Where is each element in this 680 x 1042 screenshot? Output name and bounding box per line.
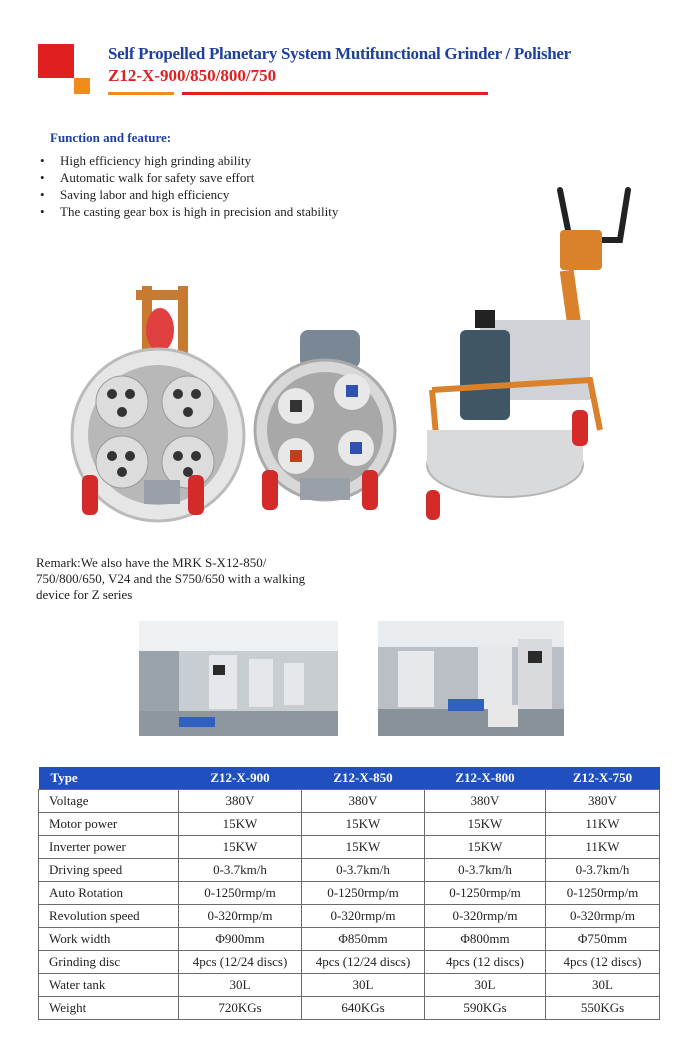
list-item: • Saving labor and high efficiency <box>40 186 338 203</box>
table-row <box>39 882 660 905</box>
machine-front-view <box>72 286 244 521</box>
list-item: • Automatic walk for safety save effort <box>40 169 338 186</box>
table-row <box>39 928 660 951</box>
spec-table <box>38 767 660 1020</box>
table-cell: 15KW <box>425 836 546 859</box>
table-cell: 640KGs <box>302 997 425 1020</box>
row-label: Voltage <box>39 790 179 813</box>
table-row <box>39 790 660 813</box>
machine-perspective-view <box>426 190 628 520</box>
table-row <box>39 951 660 974</box>
table-header-row <box>39 767 660 790</box>
row-label: Work width <box>39 928 179 951</box>
table-cell: 0-3.7km/h <box>425 859 546 882</box>
table-cell: Φ900mm <box>179 928 302 951</box>
column-header: Z12-X-900 <box>179 767 302 790</box>
table-cell: 0-1250rmp/m <box>425 882 546 905</box>
table-row <box>39 836 660 859</box>
machine-bottom-view <box>255 330 395 510</box>
table-cell: 0-320rmp/m <box>302 905 425 928</box>
table-cell: Φ800mm <box>425 928 546 951</box>
table-cell: 4pcs (12/24 discs) <box>179 951 302 974</box>
logo-orange-square <box>74 78 90 94</box>
table-cell: 0-1250rmp/m <box>179 882 302 905</box>
table-cell: 590KGs <box>425 997 546 1020</box>
row-label: Grinding disc <box>39 951 179 974</box>
table-cell: 720KGs <box>179 997 302 1020</box>
row-label: Auto Rotation <box>39 882 179 905</box>
table-cell: 15KW <box>179 813 302 836</box>
table-cell: 4pcs (12 discs) <box>546 951 660 974</box>
row-label: Inverter power <box>39 836 179 859</box>
table-row <box>39 859 660 882</box>
row-label: Weight <box>39 997 179 1020</box>
row-label: Driving speed <box>39 859 179 882</box>
table-cell: 380V <box>546 790 660 813</box>
table-cell: 4pcs (12 discs) <box>425 951 546 974</box>
workshop-photo <box>378 621 564 736</box>
row-label: Motor power <box>39 813 179 836</box>
table-cell: 550KGs <box>546 997 660 1020</box>
table-cell: 380V <box>425 790 546 813</box>
table-cell: 0-1250rmp/m <box>546 882 660 905</box>
table-cell: 11KW <box>546 813 660 836</box>
title-underline-red <box>182 92 488 95</box>
title-underline-orange <box>108 92 174 95</box>
list-item: • The casting gear box is high in precision and stability <box>40 203 338 220</box>
table-cell: 30L <box>302 974 425 997</box>
list-item: • High efficiency high grinding ability <box>40 152 338 169</box>
remark-line: Remark:We also have the MRK S-X12-850/ <box>36 555 267 570</box>
table-cell: 0-3.7km/h <box>302 859 425 882</box>
row-label: Water tank <box>39 974 179 997</box>
table-row <box>39 997 660 1020</box>
row-label: Revolution speed <box>39 905 179 928</box>
table-cell: 15KW <box>179 836 302 859</box>
column-header: Z12-X-800 <box>425 767 546 790</box>
table-cell: 0-320rmp/m <box>179 905 302 928</box>
column-header: Z12-X-750 <box>546 767 660 790</box>
spec-table-body <box>39 790 660 1020</box>
table-cell: 380V <box>179 790 302 813</box>
table-cell: 15KW <box>302 836 425 859</box>
remark-line: device for Z series <box>36 587 133 602</box>
table-cell: 30L <box>179 974 302 997</box>
machine-illustrations <box>60 180 660 540</box>
table-cell: Φ850mm <box>302 928 425 951</box>
table-cell: 15KW <box>302 813 425 836</box>
workshop-photo <box>139 621 338 736</box>
table-cell: 0-1250rmp/m <box>302 882 425 905</box>
table-row <box>39 813 660 836</box>
column-header: Z12-X-850 <box>302 767 425 790</box>
model-title: Z12-X-900/850/800/750 <box>108 66 277 85</box>
table-cell: Φ750mm <box>546 928 660 951</box>
table-cell: 0-3.7km/h <box>546 859 660 882</box>
column-header: Type <box>39 767 179 790</box>
table-cell: 15KW <box>425 813 546 836</box>
table-row <box>39 974 660 997</box>
page-title: Self Propelled Planetary System Mutifunctional Grinder / Polisher <box>108 44 571 63</box>
table-cell: 30L <box>425 974 546 997</box>
table-cell: 0-3.7km/h <box>179 859 302 882</box>
table-cell: 30L <box>546 974 660 997</box>
feature-heading: Function and feature: <box>50 130 172 145</box>
table-cell: 380V <box>302 790 425 813</box>
logo-red-square <box>38 44 74 78</box>
remark-text <box>36 555 376 603</box>
table-cell: 11KW <box>546 836 660 859</box>
table-cell: 0-320rmp/m <box>425 905 546 928</box>
table-row <box>39 905 660 928</box>
table-cell: 4pcs (12/24 discs) <box>302 951 425 974</box>
remark-line: 750/800/650, V24 and the S750/650 with a walking <box>36 571 306 586</box>
table-cell: 0-320rmp/m <box>546 905 660 928</box>
